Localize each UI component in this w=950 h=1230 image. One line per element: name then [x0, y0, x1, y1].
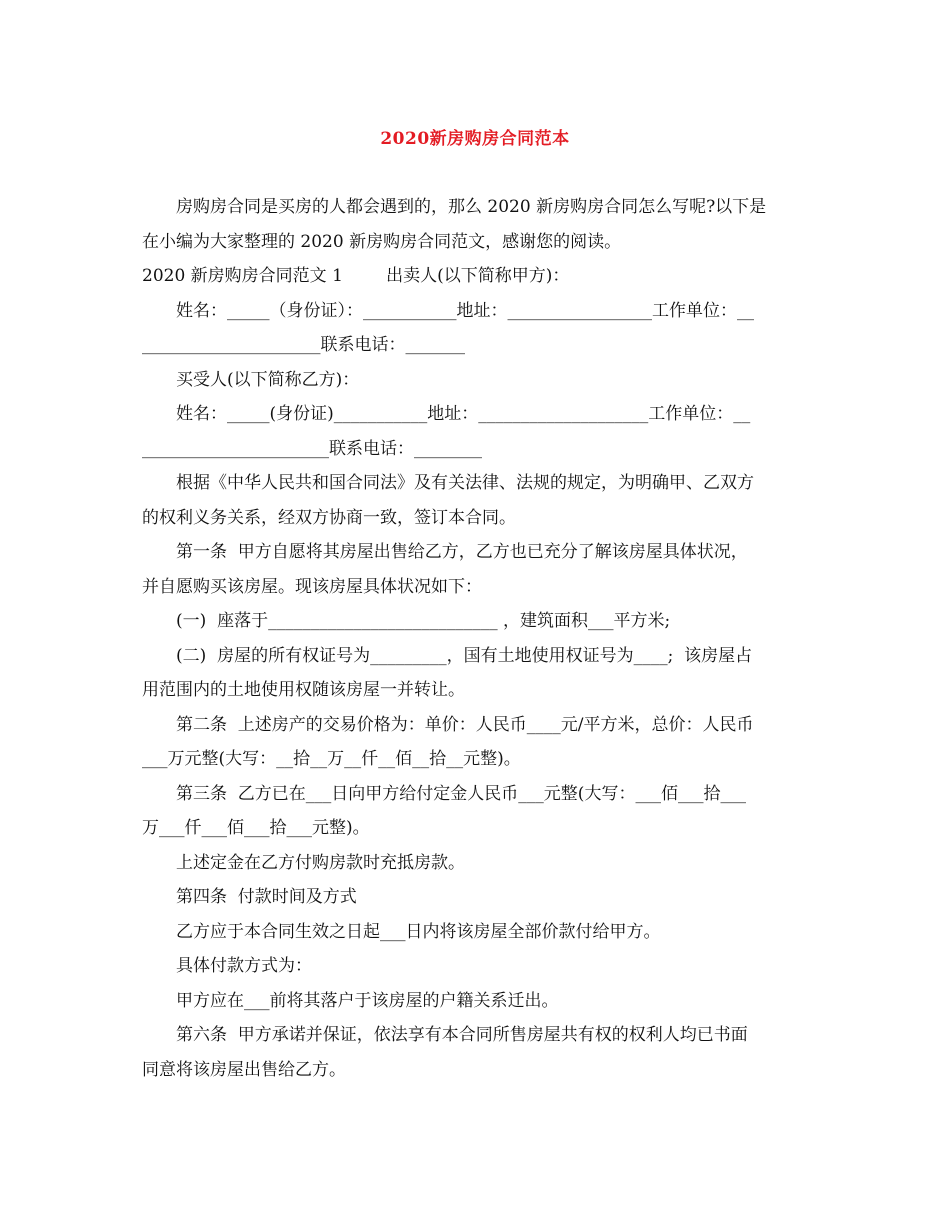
- document-line: ___万元整(大写：__拾__万__仟__佰__拾__元整)。: [142, 749, 521, 769]
- document-line: 根据《中华人民共和国合同法》及有关法律、法规的规定，为明确甲、乙双方: [176, 473, 754, 493]
- document-body: [142, 190, 814, 1087]
- document-line: 买受人(以下简称乙方)：: [176, 369, 360, 390]
- document-title: 2020新房购房合同范本: [380, 129, 570, 149]
- document-line: 房购房合同是买房的人都会遇到的，那么 2020 新房购房合同怎么写呢?以下是: [176, 197, 767, 217]
- document-line: 第二条 上述房产的交易价格为：单价：人民币____元/平方米，总价：人民币: [176, 714, 754, 735]
- document-line: ______________________联系电话：________: [142, 438, 482, 459]
- document-line: 第六条 甲方承诺并保证，依法享有本合同所售房屋共有权的权利人均已书面: [176, 1025, 748, 1045]
- document-line: 万___仟___佰___拾___元整)。: [142, 818, 370, 838]
- document-line: 并自愿购买该房屋。现该房屋具体状况如下：: [142, 576, 482, 597]
- document-line: 具体付款方式为：: [176, 956, 312, 976]
- document-line: _____________________联系电话：_______: [142, 335, 465, 355]
- document-line: 乙方应于本合同生效之日起___日内将该房屋全部价款付给甲方。: [176, 921, 661, 942]
- document-line: 同意将该房屋出售给乙方。: [142, 1059, 346, 1080]
- document-line: 在小编为大家整理的 2020 新房购房合同范文，感谢您的阅读。: [142, 231, 622, 252]
- document-line: 姓名：_____（身份证）：___________地址：_________________工作单位：__: [176, 300, 754, 321]
- document-line: 甲方应在___前将其落户于该房屋的户籍关系迁出。: [176, 990, 559, 1011]
- document-line: 姓名：_____(身份证)___________地址：____________________工作单位：__: [176, 404, 751, 424]
- document-line: 第四条 付款时间及方式: [176, 887, 357, 907]
- document-line: 2020 新房购房合同范文 1 出卖人(以下简称甲方)：: [142, 266, 570, 286]
- document-line: 的权利义务关系，经双方协商一致，签订本合同。: [142, 507, 516, 528]
- document-line: (二) 房屋的所有权证号为_________，国有土地使用权证号为____; 该房屋占: [176, 645, 753, 666]
- document-line: 第三条 乙方已在___日向甲方给付定金人民币___元整(大写：___佰___拾___: [176, 783, 746, 804]
- document-line: 第一条 甲方自愿将其房屋出售给乙方，乙方也已充分了解该房屋具体状况，: [176, 542, 748, 562]
- document-line: 用范围内的土地使用权随该房屋一并转让。: [142, 680, 465, 700]
- document-line: (一) 座落于___________________________ ，建筑面积___平方米;: [176, 611, 671, 631]
- document-line: 上述定金在乙方付购房款时充抵房款。: [176, 852, 465, 873]
